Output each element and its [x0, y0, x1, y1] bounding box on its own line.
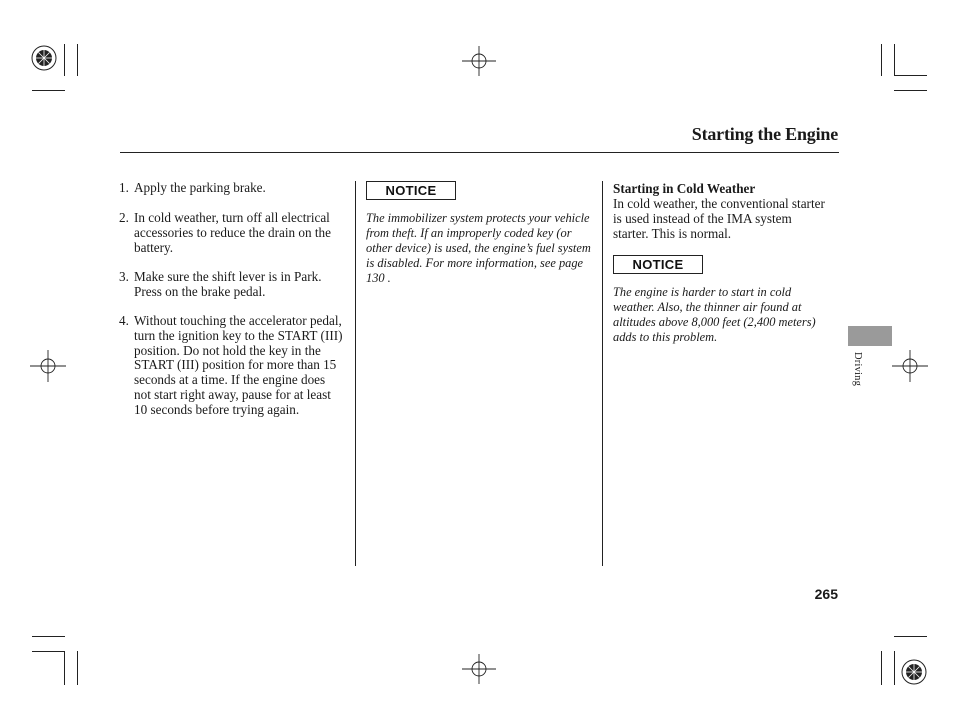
column-divider	[355, 181, 356, 566]
step-item	[119, 270, 355, 300]
section-body: In cold weather, the conventional starter is used instead of the IMA system starter. This is normal.	[613, 196, 825, 241]
section-tab-label: Driving	[852, 352, 863, 387]
section-tab	[848, 326, 892, 346]
crop-line	[32, 90, 65, 91]
step-text: Apply the parking brake.	[134, 180, 266, 195]
crop-line	[881, 651, 882, 685]
notice-text: The immobilizer system protects your vehicle from theft. If an improperly coded key (or other device) is used, the engine’s fuel system is disabled. For more information, see page 130 .	[366, 211, 591, 285]
header-rule	[120, 152, 839, 153]
crop-line	[77, 44, 78, 76]
step-number: 2.	[119, 210, 129, 225]
step-number: 3.	[119, 269, 129, 284]
crop-line	[32, 636, 65, 637]
crop-line	[881, 44, 882, 76]
crop-line	[64, 44, 65, 76]
step-text: In cold weather, turn off all electrical accessories to reduce the drain on the battery.	[134, 210, 331, 255]
crosshair-mark-bottom	[462, 654, 496, 684]
crop-line	[32, 651, 65, 652]
crop-line	[894, 90, 927, 91]
crop-line	[894, 75, 927, 76]
column-divider	[602, 181, 603, 566]
section-heading: Starting in Cold Weather	[613, 181, 756, 196]
crop-line	[77, 651, 78, 685]
crosshair-mark-right	[892, 350, 928, 382]
step-item	[119, 314, 355, 418]
registration-mark-bottom-right	[900, 658, 928, 686]
step-item	[119, 211, 355, 255]
crop-line	[894, 44, 895, 76]
notice-text: The engine is harder to start in cold weather. Also, the thinner air found at altitudes above 8,000 feet (2,400 meters) adds to this problem.	[613, 285, 816, 344]
crosshair-mark-left	[30, 350, 66, 382]
page-number: 265	[814, 586, 838, 602]
step-item	[119, 181, 355, 196]
step-text: Make sure the shift lever is in Park. Press on the brake pedal.	[134, 269, 322, 299]
page-title: Starting the Engine	[691, 124, 838, 144]
step-text: Without touching the accelerator pedal, turn the ignition key to the START (III) position. Do not hold the key in the START (III) position for more than 15 seconds at a time. If the engine does not start right away, pause for at least 10 seconds before trying again.	[134, 313, 343, 417]
notice-label: NOTICE	[613, 255, 703, 274]
crop-line	[894, 636, 927, 637]
crop-line	[894, 651, 895, 685]
registration-mark-top-left	[30, 44, 58, 72]
crop-line	[64, 651, 65, 685]
crosshair-mark-top	[462, 46, 496, 76]
notice-label: NOTICE	[366, 181, 456, 200]
step-number: 1.	[119, 180, 129, 195]
step-number: 4.	[119, 313, 129, 328]
